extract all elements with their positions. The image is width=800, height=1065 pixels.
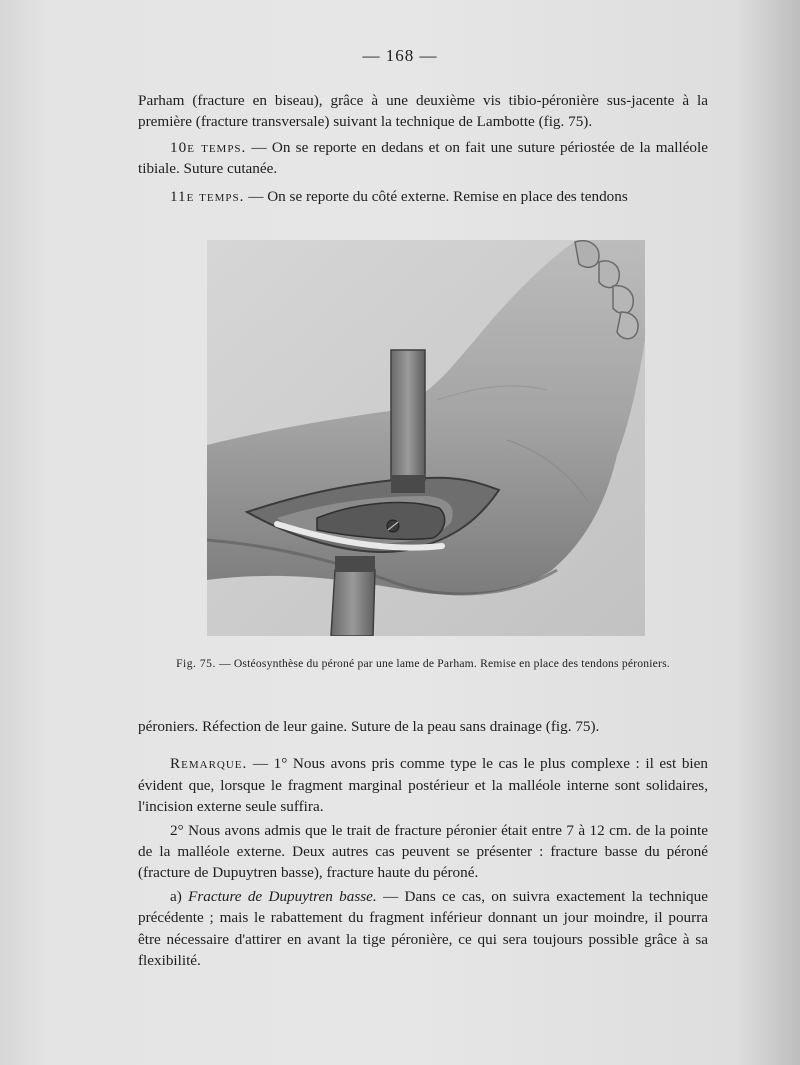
dupuytren-title: Fracture de Dupuytren basse. <box>188 887 377 905</box>
temps-11-label: 11e temps. <box>170 187 245 205</box>
remarque-text: — 1° Nous avons pris comme type le cas le plus complexe : il est bien évident que, lorsque le fragment marginal postérieur et la malléole interne sont solidaires, l'incision externe seule suffira. <box>138 755 708 816</box>
top-text-block <box>138 90 708 207</box>
remarque-label: Remarque. <box>170 755 248 773</box>
temps-10-label: 10e temps. <box>170 138 247 156</box>
caption-figure-number: Fig. 75. <box>176 657 216 670</box>
temps-11-text: — On se reporte du côté externe. Remise en place des tendons <box>244 187 628 205</box>
paragraph-temps-11 <box>138 186 708 207</box>
paragraph-peroniers: péroniers. Réfection de leur gaine. Suture de la peau sans drainage (fig. 75). <box>138 718 600 735</box>
bottom-text-block <box>138 716 708 971</box>
ankle-surgery-drawing <box>207 240 645 636</box>
caption-text: — Ostéosynthèse du péroné par une lame de Parham. Remise en place des tendons péroniers. <box>215 657 670 670</box>
paragraph-dupuytren-basse <box>138 886 708 972</box>
figure-caption <box>138 656 708 671</box>
paragraph-remarque <box>138 753 708 817</box>
paragraph-temps-10 <box>138 137 708 180</box>
dupuytren-prefix: a) <box>170 887 189 905</box>
dupuytren-text: — Dans ce cas, on suivra exactement la technique précédente ; mais le rabattement du fragment inférieur donnant un jour moindre, il pourra être nécessaire d'attirer en avant la tige péronière, ce qui sera toujours possible grâce à sa flexibilité. <box>138 887 708 970</box>
paragraph-trait-fracture: 2° Nous avons admis que le trait de fracture péronier était entre 7 à 12 cm. de la pointe de la malléole externe. Deux autres cas peuvent se présenter : fracture basse du péroné (fracture de Dupuytren basse), fracture haute du péroné. <box>138 821 708 882</box>
paragraph-parham: Parham (fracture en biseau), grâce à une deuxième vis tibio-péronière sus-jacente à la première (fracture transversale) suivant la technique de Lambotte (fig. 75). <box>138 92 708 131</box>
page-number: — 168 — <box>362 46 438 65</box>
temps-10-text: — On se reporte en dedans et on fait une suture périostée de la malléole tibiale. Suture cutanée. <box>138 138 708 178</box>
surgical-illustration <box>207 240 645 636</box>
